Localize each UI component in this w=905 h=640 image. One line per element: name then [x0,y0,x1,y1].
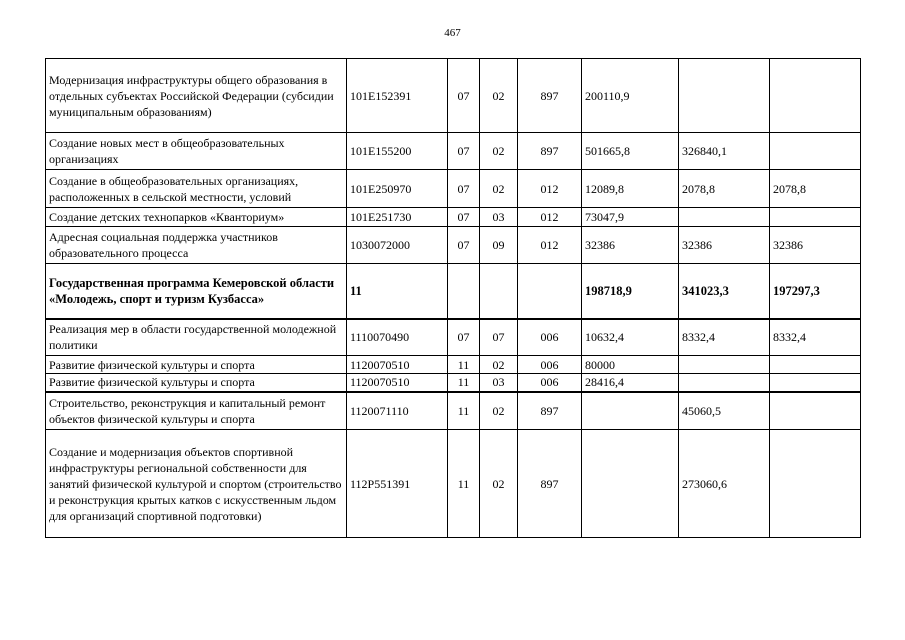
row-year2: 8332,4 [679,319,770,356]
row-section: 11 [448,374,480,392]
row-year3: 32386 [770,227,861,264]
row-type: 897 [518,133,582,170]
row-type: 897 [518,430,582,538]
row-section: 07 [448,227,480,264]
row-year3 [770,133,861,170]
row-year2 [679,208,770,227]
row-name: Создание детских технопарков «Кванториум» [46,208,347,227]
row-type: 006 [518,374,582,392]
row-year1: 73047,9 [582,208,679,227]
table-row [46,170,861,208]
row-subsection: 03 [480,208,518,227]
table-row [46,227,861,264]
row-type [518,264,582,319]
row-code: 101E251730 [347,208,448,227]
row-name: Создание и модернизация объектов спортивной инфраструктуры региональной собственности для занятий физической культурой и спортом (строительство и реконструкция крытых катков с искусственным льдом для организаций спортивной подготовки) [46,430,347,538]
row-type: 897 [518,392,582,430]
row-type: 012 [518,208,582,227]
row-year2: 273060,6 [679,430,770,538]
row-code: 1120070510 [347,356,448,374]
row-year2: 326840,1 [679,133,770,170]
row-year2 [679,356,770,374]
row-year3 [770,208,861,227]
row-code: 11 [347,264,448,319]
row-year2 [679,374,770,392]
row-year1: 200110,9 [582,59,679,133]
row-subsection: 03 [480,374,518,392]
row-subsection: 09 [480,227,518,264]
row-year3: 2078,8 [770,170,861,208]
row-subsection: 02 [480,170,518,208]
row-name: Реализация мер в области государственной молодежной политики [46,319,347,356]
row-type: 012 [518,170,582,208]
row-section: 07 [448,59,480,133]
row-year2 [679,59,770,133]
row-year1 [582,430,679,538]
row-type: 012 [518,227,582,264]
row-subsection: 02 [480,59,518,133]
row-year2: 341023,3 [679,264,770,319]
row-code: 1120070510 [347,374,448,392]
row-code: 101E155200 [347,133,448,170]
row-subsection [480,264,518,319]
row-section: 07 [448,133,480,170]
table-row [46,208,861,227]
row-type: 006 [518,356,582,374]
row-year3 [770,430,861,538]
row-name: Модернизация инфраструктуры общего образования в отдельных субъектах Российской Федерации (субсидии муниципальным образованиям) [46,59,347,133]
row-name: Создание новых мест в общеобразовательных организациях [46,133,347,170]
row-code: 101E152391 [347,59,448,133]
row-year2: 2078,8 [679,170,770,208]
row-year1: 501665,8 [582,133,679,170]
row-subsection: 07 [480,319,518,356]
row-year2: 45060,5 [679,392,770,430]
row-subsection: 02 [480,356,518,374]
row-subsection: 02 [480,430,518,538]
table-row [46,133,861,170]
row-year3 [770,356,861,374]
row-code: 1120071110 [347,392,448,430]
row-year1: 12089,8 [582,170,679,208]
row-year3 [770,392,861,430]
table-row [46,59,861,133]
row-name: Развитие физической культуры и спорта [46,374,347,392]
table-row [46,319,861,356]
row-section: 07 [448,170,480,208]
row-year1: 10632,4 [582,319,679,356]
row-year3: 8332,4 [770,319,861,356]
row-year1: 32386 [582,227,679,264]
row-subsection: 02 [480,392,518,430]
row-section [448,264,480,319]
table-row [46,356,861,374]
page-number: 467 [444,27,461,39]
row-year1: 198718,9 [582,264,679,319]
row-type: 897 [518,59,582,133]
table-row [46,430,861,538]
row-year1: 28416,4 [582,374,679,392]
row-code: 1030072000 [347,227,448,264]
row-section: 07 [448,319,480,356]
row-type: 006 [518,319,582,356]
row-year1 [582,392,679,430]
row-code: 1110070490 [347,319,448,356]
row-year3 [770,59,861,133]
row-name: Строительство, реконструкция и капитальный ремонт объектов физической культуры и спорта [46,392,347,430]
row-subsection: 02 [480,133,518,170]
row-section: 11 [448,430,480,538]
row-name: Развитие физической культуры и спорта [46,356,347,374]
row-name: Адресная социальная поддержка участников образовательного процесса [46,227,347,264]
row-name: Государственная программа Кемеровской области «Молодежь, спорт и туризм Кузбасса» [46,264,347,319]
row-year2: 32386 [679,227,770,264]
row-code: 112P551391 [347,430,448,538]
row-year3: 197297,3 [770,264,861,319]
table-row [46,374,861,392]
row-section: 07 [448,208,480,227]
row-name: Создание в общеобразовательных организациях, расположенных в сельской местности, условий [46,170,347,208]
budget-table [45,58,861,538]
row-section: 11 [448,356,480,374]
table-row-program [46,264,861,319]
row-year3 [770,374,861,392]
table-row [46,392,861,430]
row-code: 101E250970 [347,170,448,208]
row-year1: 80000 [582,356,679,374]
row-section: 11 [448,392,480,430]
